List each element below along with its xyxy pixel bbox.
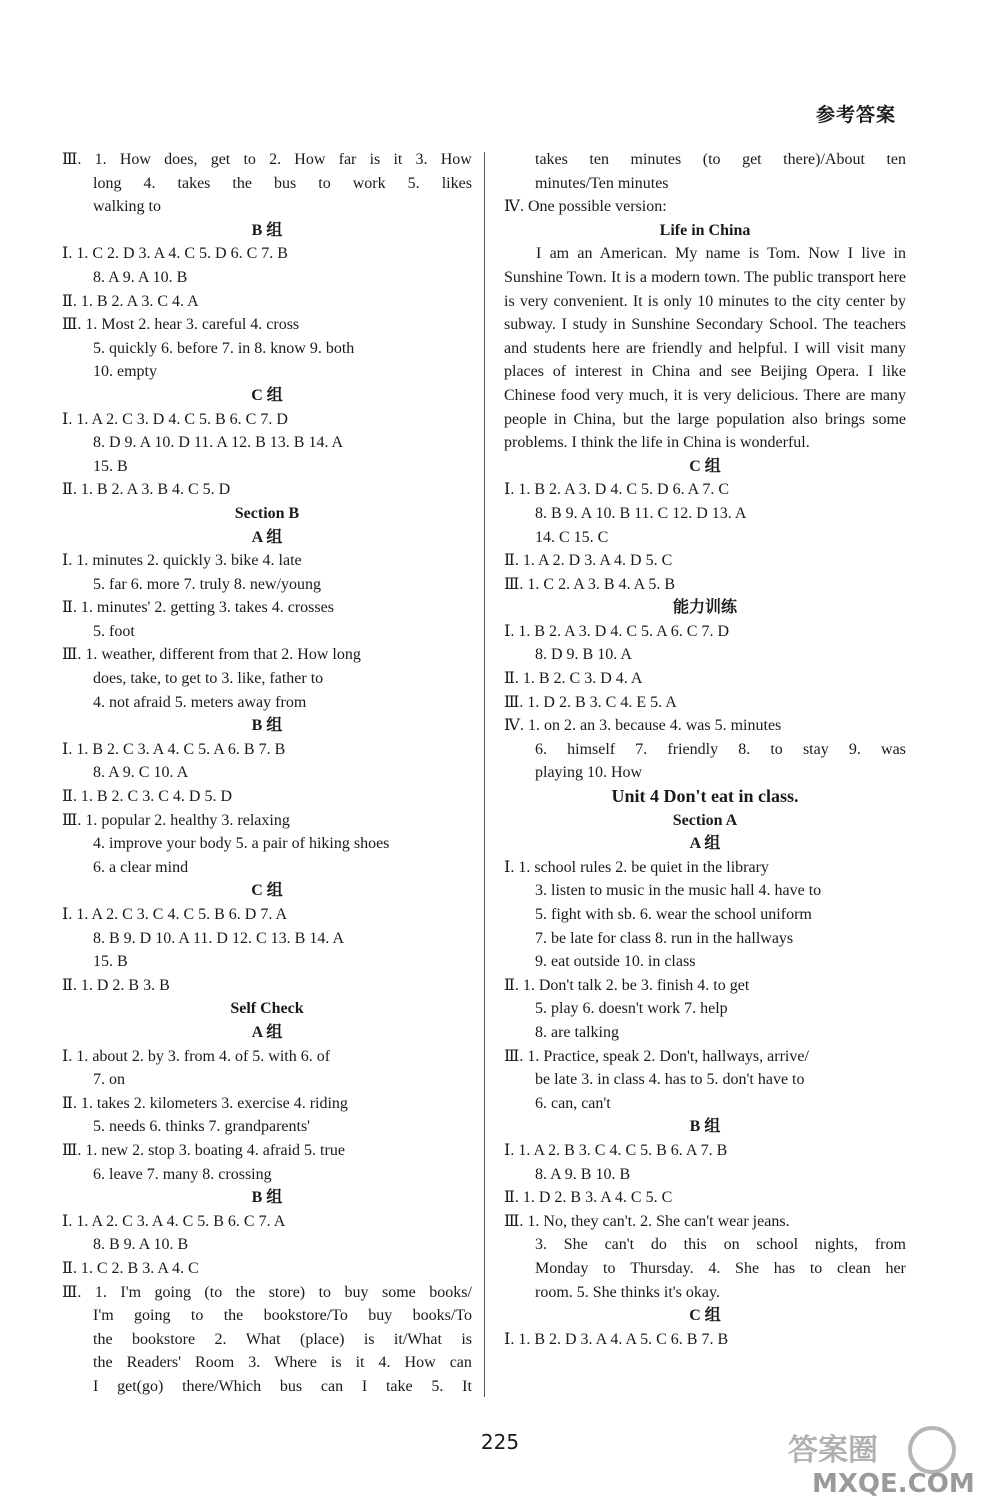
answer-line: 5. far 6. more 7. truly 8. new/young bbox=[93, 575, 321, 593]
answer-line: Ⅲ. 1. D 2. B 3. C 4. E 5. A bbox=[504, 693, 677, 711]
answer-line: long 4. takes the bus to work 5. likes bbox=[93, 174, 472, 192]
answer-line: 8. are talking bbox=[535, 1023, 619, 1041]
answer-line: does, take, to get to 3. like, father to bbox=[93, 670, 324, 688]
answer-line: playing 10. How bbox=[535, 764, 643, 782]
answer-line: 5. needs 6. thinks 7. grandparents' bbox=[93, 1118, 311, 1136]
answer-line: the Readers' Room 3. Where is it 4. How can bbox=[93, 1354, 472, 1372]
answer-line: 8. B 9. A 10. B 11. C 12. D 13. A bbox=[535, 504, 747, 522]
answer-line: Ⅱ. 1. C 2. B 3. A 4. C bbox=[62, 1259, 199, 1277]
answer-line: 3. listen to music in the music hall 4. have to bbox=[535, 882, 822, 900]
answer-line: 5. foot bbox=[93, 622, 135, 640]
answer-line: the bookstore 2. What (place) is it/What is bbox=[93, 1330, 472, 1348]
section-heading: B 组 bbox=[251, 1189, 283, 1207]
watermark-logo bbox=[782, 1420, 982, 1498]
answer-line: Ⅱ. 1. A 2. D 3. A 4. D 5. C bbox=[504, 552, 673, 570]
answer-line: Ⅰ. 1. minutes 2. quickly 3. bike 4. late bbox=[62, 552, 302, 570]
answer-line: Ⅰ. 1. B 2. A 3. D 4. C 5. A 6. C 7. D bbox=[504, 622, 730, 640]
answer-line: Ⅱ. 1. B 2. C 3. D 4. A bbox=[504, 670, 643, 688]
answer-line: 10. empty bbox=[93, 363, 157, 381]
answer-line: Ⅲ. 1. Most 2. hear 3. careful 4. cross bbox=[62, 316, 300, 334]
answer-line: 4. not afraid 5. meters away from bbox=[93, 693, 307, 711]
answer-line: Ⅳ. One possible version: bbox=[504, 198, 667, 216]
answer-line: Ⅰ. 1. C 2. D 3. A 4. C 5. D 6. C 7. B bbox=[62, 245, 288, 263]
section-heading: C 组 bbox=[689, 1307, 721, 1325]
section-heading: Section A bbox=[672, 811, 738, 829]
answer-line: 6. himself 7. friendly 8. to stay 9. was bbox=[535, 740, 906, 758]
section-heading: Unit 4 Don't eat in class. bbox=[611, 786, 799, 807]
answer-line: Ⅱ. 1. B 2. A 3. C 4. A bbox=[62, 292, 199, 310]
answer-line: Ⅱ. 1. takes 2. kilometers 3. exercise 4. riding bbox=[62, 1094, 348, 1112]
answer-line: 14. C 15. C bbox=[535, 528, 609, 546]
page-header: 参考答案 bbox=[815, 104, 896, 126]
answer-line: Ⅱ. 1. D 2. B 3. A 4. C 5. C bbox=[504, 1189, 673, 1207]
answer-line: Ⅲ. 1. popular 2. healthy 3. relaxing bbox=[62, 811, 290, 829]
section-heading: A 组 bbox=[251, 1023, 283, 1041]
section-heading: 能力训练 bbox=[672, 599, 737, 617]
answer-line: Ⅰ. 1. A 2. C 3. D 4. C 5. B 6. C 7. D bbox=[62, 410, 288, 428]
answer-line: Ⅰ. 1. school rules 2. be quiet in the library bbox=[504, 858, 769, 876]
section-heading: C 组 bbox=[689, 457, 721, 475]
answer-line: Ⅲ. 1. weather, different from that 2. How long bbox=[62, 646, 361, 664]
answer-line: Ⅰ. 1. A 2. C 3. A 4. C 5. B 6. C 7. A bbox=[62, 1212, 286, 1230]
answer-line: Ⅲ. 1. new 2. stop 3. boating 4. afraid 5. true bbox=[62, 1141, 345, 1159]
answer-line: 5. play 6. doesn't work 7. help bbox=[535, 1000, 728, 1018]
answer-line: Ⅲ. 1. I'm going (to the store) to buy some books/ bbox=[62, 1283, 472, 1301]
answer-line: Ⅰ. 1. A 2. C 3. C 4. C 5. B 6. D 7. A bbox=[62, 906, 288, 923]
answer-line: 8. B 9. D 10. A 11. D 12. C 13. B 14. A bbox=[93, 929, 344, 947]
answer-line: 15. B bbox=[93, 953, 128, 971]
page-number: 225 bbox=[480, 1430, 520, 1454]
answer-line: 8. A 9. C 10. A bbox=[93, 764, 189, 782]
answer-line: be late 3. in class 4. has to 5. don't have to bbox=[535, 1071, 805, 1089]
section-heading: B 组 bbox=[251, 717, 283, 735]
answer-line: 6. can, can't bbox=[535, 1094, 611, 1112]
answer-line: Ⅲ. 1. No, they can't. 2. She can't wear jeans. bbox=[504, 1212, 790, 1230]
answer-line: takes ten minutes (to get there)/About ten bbox=[535, 151, 906, 168]
answer-line: 7. on bbox=[93, 1071, 125, 1089]
section-heading: C 组 bbox=[251, 386, 283, 404]
answer-line: Ⅲ. 1. C 2. A 3. B 4. A 5. B bbox=[504, 575, 676, 593]
answer-line: 8. D 9. B 10. A bbox=[535, 646, 632, 664]
section-heading: Section B bbox=[234, 504, 300, 522]
section-heading: B 组 bbox=[689, 1118, 721, 1136]
answer-line: 15. B bbox=[93, 457, 128, 475]
answer-line: 8. A 9. A 10. B bbox=[93, 268, 188, 286]
answer-line: 8. A 9. B 10. B bbox=[535, 1165, 631, 1183]
answer-line: Ⅲ. 1. How does, get to 2. How far is it 3. How bbox=[62, 151, 472, 168]
answer-line: Ⅰ. 1. B 2. A 3. D 4. C 5. D 6. A 7. C bbox=[504, 481, 730, 499]
left-column bbox=[62, 148, 472, 1398]
answer-line: minutes/Ten minutes bbox=[535, 174, 669, 192]
answer-line: 7. be late for class 8. run in the hallways bbox=[535, 929, 794, 947]
answer-line: Ⅱ. 1. Don't talk 2. be 3. finish 4. to get bbox=[504, 976, 750, 994]
answer-line: Monday to Thursday. 4. She has to clean her bbox=[535, 1259, 906, 1277]
answer-line: Ⅱ. 1. B 2. C 3. C 4. D 5. D bbox=[62, 788, 232, 806]
answer-line: Ⅱ. 1. minutes' 2. getting 3. takes 4. crosses bbox=[62, 599, 334, 617]
section-heading: B 组 bbox=[251, 221, 283, 239]
answer-line: 5. quickly 6. before 7. in 8. know 9. both bbox=[93, 339, 355, 357]
watermark-text: MXQE.COM bbox=[812, 1469, 975, 1498]
section-heading: A 组 bbox=[251, 528, 283, 546]
answer-line: Ⅰ. 1. B 2. D 3. A 4. A 5. C 6. B 7. B bbox=[504, 1330, 729, 1348]
answer-line: room. 5. She thinks it's okay. bbox=[535, 1283, 720, 1301]
watermark-logo-text: 答案圈 bbox=[788, 1433, 878, 1468]
section-heading: C 组 bbox=[251, 882, 283, 900]
answer-line: Ⅰ. 1. A 2. B 3. C 4. C 5. B 6. A 7. B bbox=[504, 1141, 728, 1159]
answer-line: 5. fight with sb. 6. wear the school uniform bbox=[535, 906, 812, 923]
answer-line: Ⅱ. 1. B 2. A 3. B 4. C 5. D bbox=[62, 481, 231, 499]
answer-line: 6. leave 7. many 8. crossing bbox=[93, 1165, 272, 1183]
section-heading: Self Check bbox=[230, 1000, 304, 1018]
answer-line: walking to bbox=[93, 198, 161, 216]
essay-paragraph: I am an American. My name is Tom. Now I live in Sunshine Town. It is a modern town. The public transport here is very convenient. It is only 10 minutes to the city center by subway. I study in Sunshine Secondary School. The teachers and students here are friendly and helpful. I will visit many places of interest in China and see Beijing Opera. I like Chinese food very much, it is very delicious. There are many people in China, but the large population also brings some problems. I think the life in China is wonderful. bbox=[504, 245, 906, 452]
section-heading: A 组 bbox=[689, 835, 721, 853]
answer-line: Ⅲ. 1. Practice, speak 2. Don't, hallways, arrive/ bbox=[504, 1047, 809, 1065]
answer-line: I get(go) there/Which bus can I take 5. It bbox=[93, 1377, 472, 1395]
answer-line: 9. eat outside 10. in class bbox=[535, 953, 696, 971]
answer-line: Ⅰ. 1. about 2. by 3. from 4. of 5. with 6. of bbox=[62, 1047, 331, 1065]
column-divider bbox=[484, 152, 485, 1397]
answer-line: Ⅳ. 1. on 2. an 3. because 4. was 5. minutes bbox=[504, 717, 782, 735]
answer-line: 3. She can't do this on school nights, from bbox=[535, 1236, 906, 1254]
answer-line: 8. D 9. A 10. D 11. A 12. B 13. B 14. A bbox=[93, 434, 344, 452]
answer-line: Ⅱ. 1. D 2. B 3. B bbox=[62, 976, 170, 994]
answer-line: I'm going to the bookstore/To buy books/To bbox=[93, 1307, 472, 1325]
right-column bbox=[504, 148, 906, 1351]
answer-line: Ⅰ. 1. B 2. C 3. A 4. C 5. A 6. B 7. B bbox=[62, 740, 286, 758]
answer-line: 6. a clear mind bbox=[93, 858, 189, 876]
answer-line: 4. improve your body 5. a pair of hiking shoes bbox=[93, 835, 390, 853]
section-heading: Life in China bbox=[659, 221, 751, 239]
answer-line: 8. B 9. A 10. B bbox=[93, 1236, 189, 1254]
